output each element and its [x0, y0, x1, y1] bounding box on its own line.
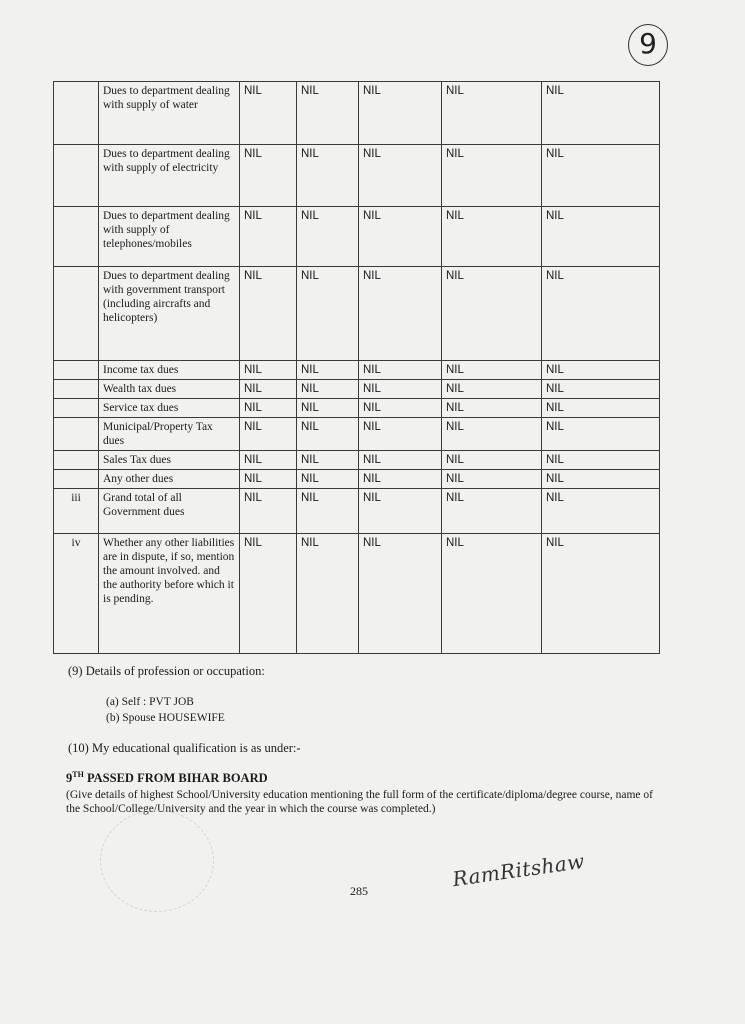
serial-cell: iv [54, 534, 99, 654]
value-cell: NIL [442, 418, 542, 451]
serial-cell [54, 451, 99, 470]
value-cell: NIL [240, 207, 297, 267]
description-cell: Dues to department dealing with supply of electricity [99, 145, 240, 207]
value-cell: NIL [442, 451, 542, 470]
description-cell: Whether any other liabilities are in dispute, if so, mention the amount involved. and the authority before which it is pending. [99, 534, 240, 654]
value-cell: NIL [359, 145, 442, 207]
value-cell: NIL [442, 145, 542, 207]
value-cell: NIL [359, 267, 442, 361]
qualification-instruction: (Give details of highest School/University education mentioning the full form of the certificate/diploma/degree course, name of the School/College/University and the year in which the course was completed.) [66, 789, 653, 815]
table-row [54, 145, 660, 207]
value-cell: NIL [297, 145, 359, 207]
value-cell: NIL [297, 418, 359, 451]
description-cell: Sales Tax dues [99, 451, 240, 470]
value-cell: NIL [359, 534, 442, 654]
value-cell: NIL [359, 399, 442, 418]
value-cell: NIL [240, 451, 297, 470]
value-cell: NIL [442, 380, 542, 399]
value-cell: NIL [297, 470, 359, 489]
serial-cell [54, 82, 99, 145]
value-cell: NIL [442, 470, 542, 489]
value-cell: NIL [359, 361, 442, 380]
value-cell: NIL [297, 82, 359, 145]
table-row [54, 380, 660, 399]
value-cell: NIL [442, 82, 542, 145]
value-cell: NIL [359, 418, 442, 451]
table-row [54, 489, 660, 534]
signature: RamRitshaw [450, 848, 587, 892]
serial-cell: iii [54, 489, 99, 534]
value-cell: NIL [542, 534, 660, 654]
value-cell: NIL [240, 470, 297, 489]
value-cell: NIL [297, 267, 359, 361]
value-cell: NIL [359, 470, 442, 489]
value-cell: NIL [240, 418, 297, 451]
value-cell: NIL [542, 207, 660, 267]
table-row [54, 207, 660, 267]
handwritten-page-number: 9 [628, 24, 668, 66]
value-cell: NIL [240, 145, 297, 207]
value-cell: NIL [359, 82, 442, 145]
description-cell: Grand total of all Government dues [99, 489, 240, 534]
serial-cell [54, 470, 99, 489]
value-cell: NIL [542, 451, 660, 470]
value-cell: NIL [542, 82, 660, 145]
page-number: 285 [350, 884, 368, 898]
value-cell: NIL [542, 145, 660, 207]
description-cell: Service tax dues [99, 399, 240, 418]
description-cell: Wealth tax dues [99, 380, 240, 399]
value-cell: NIL [297, 451, 359, 470]
value-cell: NIL [442, 534, 542, 654]
rubber-stamp [100, 810, 214, 912]
table-row [54, 534, 660, 654]
value-cell: NIL [240, 267, 297, 361]
table-row [54, 361, 660, 380]
serial-cell [54, 361, 99, 380]
description-cell: Dues to department dealing with supply of telephones/mobiles [99, 207, 240, 267]
value-cell: NIL [359, 451, 442, 470]
value-cell: NIL [442, 267, 542, 361]
description-cell: Municipal/Property Tax dues [99, 418, 240, 451]
serial-cell [54, 267, 99, 361]
value-cell: NIL [542, 361, 660, 380]
value-cell: NIL [359, 207, 442, 267]
value-cell: NIL [542, 399, 660, 418]
value-cell: NIL [542, 380, 660, 399]
value-cell: NIL [240, 380, 297, 399]
value-cell: NIL [240, 489, 297, 534]
value-cell: NIL [240, 534, 297, 654]
value-cell: NIL [542, 470, 660, 489]
value-cell: NIL [542, 418, 660, 451]
value-cell: NIL [240, 82, 297, 145]
value-cell: NIL [240, 361, 297, 380]
serial-cell [54, 207, 99, 267]
table-row [54, 418, 660, 451]
description-cell: Dues to department dealing with supply of water [99, 82, 240, 145]
value-cell: NIL [442, 399, 542, 418]
value-cell: NIL [297, 489, 359, 534]
serial-cell [54, 399, 99, 418]
section-10-heading: (10) My educational qualification is as under:- [68, 741, 301, 755]
occupation-self: (a) Self : PVT JOB [106, 696, 194, 708]
value-cell: NIL [297, 534, 359, 654]
value-cell: NIL [542, 267, 660, 361]
qualification-sup: TH [72, 770, 84, 779]
table-row [54, 399, 660, 418]
value-cell: NIL [542, 489, 660, 534]
description-cell: Any other dues [99, 470, 240, 489]
description-cell: Dues to department dealing with government transport (including aircrafts and helicopters) [99, 267, 240, 361]
value-cell: NIL [297, 380, 359, 399]
section-9-heading: (9) Details of profession or occupation: [68, 664, 265, 678]
table-row [54, 470, 660, 489]
value-cell: NIL [359, 489, 442, 534]
value-cell: NIL [442, 207, 542, 267]
serial-cell [54, 145, 99, 207]
value-cell: NIL [359, 380, 442, 399]
value-cell: NIL [442, 361, 542, 380]
qualification-number: 9 [66, 771, 73, 786]
qualification [66, 770, 268, 786]
table-row [54, 267, 660, 361]
serial-cell [54, 418, 99, 451]
value-cell: NIL [297, 399, 359, 418]
value-cell: NIL [297, 361, 359, 380]
description-cell: Income tax dues [99, 361, 240, 380]
value-cell: NIL [240, 399, 297, 418]
table-row [54, 82, 660, 145]
qualification-text: PASSED FROM BIHAR BOARD [86, 771, 268, 786]
value-cell: NIL [297, 207, 359, 267]
value-cell: NIL [442, 489, 542, 534]
table-row [54, 451, 660, 470]
serial-cell [54, 380, 99, 399]
occupation-spouse: (b) Spouse HOUSEWIFE [106, 712, 225, 724]
dues-table [53, 81, 660, 654]
